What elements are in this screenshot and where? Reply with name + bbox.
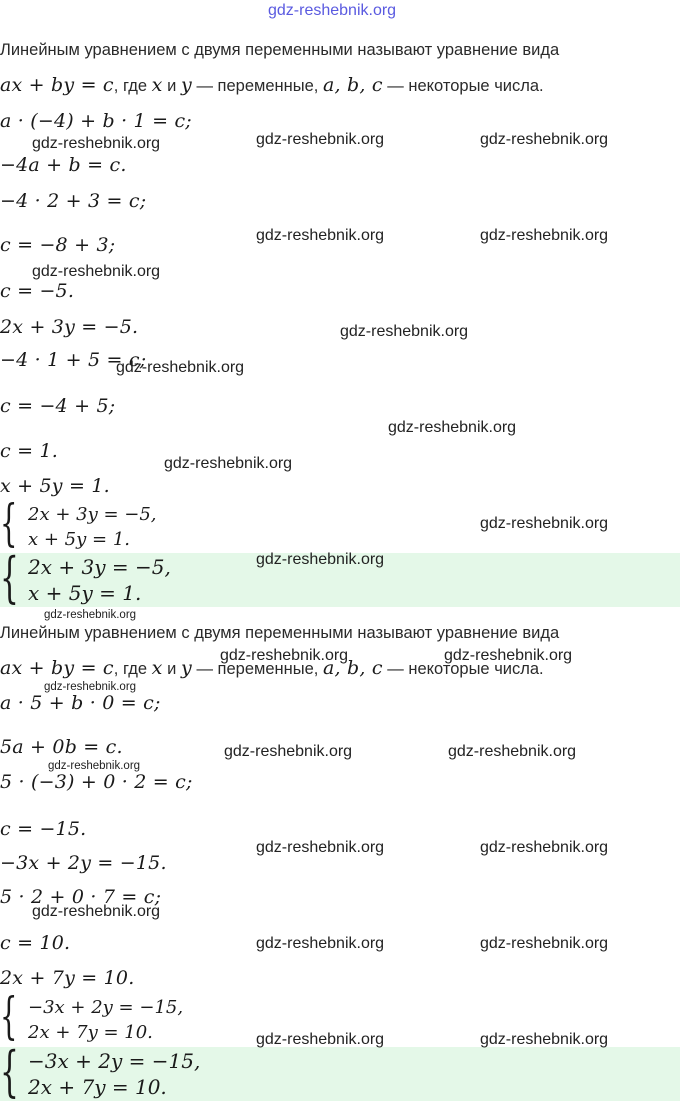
system-equation: 2x + 3y = −5, (28, 504, 157, 525)
equation-line: a · (−4) + b · 1 = c; (0, 110, 192, 132)
watermark: gdz-reshebnik.org (256, 1031, 385, 1048)
equation-line: c = −15. (0, 818, 87, 840)
equation-line: 5 · 2 + 0 · 7 = c; (0, 886, 162, 908)
watermark: gdz-reshebnik.org (32, 135, 161, 152)
watermark: gdz-reshebnik.org (256, 551, 385, 568)
answer-system (0, 546, 300, 609)
definition-text-1: Линейным уравнением с двумя переменными называют уравнение вида (0, 41, 560, 59)
definition-formula-1: ax + by = c, где x и y — переменные, a, b, c — некоторые числа. (0, 74, 544, 96)
brace-icon: { (0, 494, 18, 552)
equation-line: −4 · 2 + 3 = c; (0, 190, 147, 212)
equation-line: a · 5 + b · 0 = c; (0, 692, 161, 714)
watermark: gdz-reshebnik.org (116, 359, 245, 376)
watermark: gdz-reshebnik.org (44, 609, 137, 621)
watermark: gdz-reshebnik.org (256, 935, 385, 952)
equation-line: c = −8 + 3; (0, 234, 116, 256)
equation-line: c = −5. (0, 280, 75, 302)
system-equation: 2x + 3y = −5, (28, 555, 171, 579)
watermark: gdz-reshebnik.org (32, 263, 161, 280)
system-equation: 2x + 7y = 10. (28, 1022, 153, 1043)
brace-icon: { (0, 987, 18, 1045)
equation-line: c = −4 + 5; (0, 395, 116, 417)
watermark: gdz-reshebnik.org (480, 935, 609, 952)
watermark: gdz-reshebnik.org (256, 131, 385, 148)
site-header-link[interactable]: gdz-reshebnik.org (268, 2, 397, 19)
equation-line: −4a + b = c. (0, 154, 127, 176)
equation-line: 2x + 7y = 10. (0, 967, 135, 989)
brace-icon: { (0, 546, 19, 609)
watermark: gdz-reshebnik.org (256, 227, 385, 244)
system-equation: x + 5y = 1. (28, 529, 130, 550)
watermark: gdz-reshebnik.org (48, 760, 141, 772)
watermark: gdz-reshebnik.org (388, 419, 517, 436)
watermark: gdz-reshebnik.org (224, 743, 353, 760)
watermark: gdz-reshebnik.org (480, 839, 609, 856)
equation-line: 5 · (−3) + 0 · 2 = c; (0, 771, 193, 793)
system-equation: −3x + 2y = −15, (28, 1049, 201, 1073)
system-equation: −3x + 2y = −15, (28, 997, 184, 1018)
equation-system (0, 494, 300, 552)
equation-line: 2x + 3y = −5. (0, 316, 139, 338)
watermark: gdz-reshebnik.org (220, 647, 349, 664)
watermark: gdz-reshebnik.org (448, 743, 577, 760)
system-equation: x + 5y = 1. (28, 581, 142, 605)
watermark: gdz-reshebnik.org (340, 323, 469, 340)
equation-line: −3x + 2y = −15. (0, 852, 167, 874)
answer-system (0, 1040, 320, 1103)
equation-line: 5a + 0b = c. (0, 736, 123, 758)
equation-line: −4 · 1 + 5 = c; (0, 349, 147, 371)
equation-line: c = 10. (0, 932, 71, 954)
watermark: gdz-reshebnik.org (444, 647, 573, 664)
equation-line: c = 1. (0, 440, 58, 462)
watermark: gdz-reshebnik.org (164, 455, 293, 472)
system-equation: 2x + 7y = 10. (28, 1075, 167, 1099)
watermark: gdz-reshebnik.org (44, 681, 137, 693)
equation-line: x + 5y = 1. (0, 475, 110, 497)
watermark: gdz-reshebnik.org (32, 903, 161, 920)
watermark: gdz-reshebnik.org (480, 515, 609, 532)
watermark: gdz-reshebnik.org (480, 227, 609, 244)
brace-icon: { (0, 1040, 19, 1103)
definition-formula-2: ax + by = c, где x и y — переменные, a, b, c — некоторые числа. (0, 657, 544, 679)
definition-text-2: Линейным уравнением с двумя переменными называют уравнение вида (0, 624, 560, 642)
watermark: gdz-reshebnik.org (480, 131, 609, 148)
watermark: gdz-reshebnik.org (256, 839, 385, 856)
watermark: gdz-reshebnik.org (480, 1031, 609, 1048)
